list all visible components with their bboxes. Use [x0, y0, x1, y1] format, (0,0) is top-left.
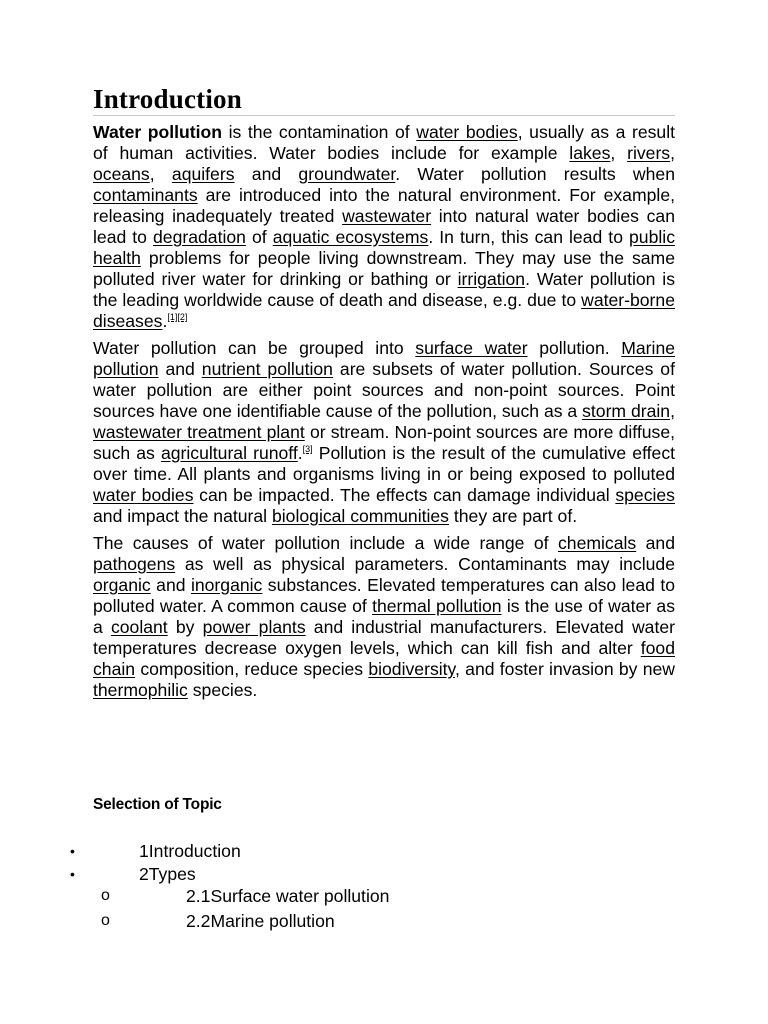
- article-body: [93, 122, 675, 701]
- link-wastewater-treatment-plant[interactable]: wastewater treatment plant: [93, 422, 305, 442]
- link-biological-communities[interactable]: biological communities: [271, 506, 449, 526]
- toc-item-label: 1Introduction: [139, 841, 241, 861]
- link-coolant[interactable]: coolant: [110, 617, 168, 637]
- link-contaminants[interactable]: contaminants: [93, 185, 198, 205]
- link-species[interactable]: species: [615, 485, 675, 505]
- paragraph-1: Water pollution is the contamination of water bodies, usually as a result of human activities. Water bodies include for example lakes, rivers, oceans, aquifers and groundwater. Water pollution results when contaminants are introduced into the natural environment. For example, releasing inadequately treated wastewater into natural water bodies can lead to degradation of aquatic ecosystems. In turn, this can lead to public health problems for people living downstream. They may use the same polluted river water for drinking or bathing or irrigation. Water pollution is the leading worldwide cause of death and disease, e.g. due to water-borne diseases.[1][2]: [93, 122, 675, 331]
- citation-ref[interactable]: [1][2]: [167, 312, 188, 323]
- toc-subitem-label: 2.1Surface water pollution: [186, 886, 390, 906]
- link-thermophilic[interactable]: thermophilic: [93, 680, 188, 700]
- paragraph-2: Water pollution can be grouped into surface water pollution. Marine pollution and nutrient pollution are subsets of water pollution. Sources of water pollution are either point sources and non-point sources. Point sources have one identifiable cause of the pollution, such as a storm drain, wastewater treatment plant or stream. Non-point sources are more diffuse, such as agricultural runoff.[3] Pollution is the result of the cumulative effect over time. All plants and organisms living in or being exposed to polluted water bodies can be impacted. The effects can damage individual species and impact the natural biological communities they are part of.: [93, 338, 676, 526]
- link-aquatic-ecosystems[interactable]: aquatic ecosystems: [272, 227, 429, 247]
- link-nutrient-pollution[interactable]: nutrient pollution: [201, 359, 333, 379]
- link-thermal-pollution[interactable]: thermal pollution: [372, 596, 502, 616]
- heading-rule: [93, 115, 675, 116]
- link-marine-pollution[interactable]: Marine pollution: [93, 338, 676, 379]
- toc-subitem-label: 2.2Marine pollution: [186, 911, 335, 931]
- page-title: Introduction: [93, 84, 242, 114]
- link-inorganic[interactable]: inorganic: [190, 575, 263, 595]
- link-water-bodies[interactable]: water bodies: [416, 122, 518, 142]
- paragraph-3: The causes of water pollution include a wide range of chemicals and pathogens as well as physical parameters. Contaminants may include organic and inorganic substances. Elevated temperatures can also lead to polluted water. A common cause of thermal pollution is the use of water as a coolant by power plants and industrial manufacturers. Elevated water temperatures decrease oxygen levels, which can kill fish and alter food chain composition, reduce species biodiversity, and foster invasion by new thermophilic species.: [93, 533, 675, 700]
- circle-bullet-icon: o: [101, 887, 110, 904]
- circle-bullet-icon: o: [101, 912, 110, 929]
- lead-term: Water pollution: [93, 122, 223, 142]
- link-oceans[interactable]: oceans: [93, 164, 150, 184]
- toc-item-label: 2Types: [139, 864, 196, 884]
- selection-heading: Selection of Topic: [93, 796, 222, 813]
- link-storm-drain[interactable]: storm drain: [582, 401, 671, 421]
- link-aquifers[interactable]: aquifers: [171, 164, 235, 184]
- link-chemicals[interactable]: chemicals: [557, 533, 637, 553]
- link-surface-water[interactable]: surface water: [415, 338, 528, 358]
- link-lakes[interactable]: lakes: [569, 143, 611, 163]
- link-public-health[interactable]: public health: [93, 227, 675, 268]
- link-biodiversity[interactable]: biodiversity: [368, 659, 456, 679]
- bullet-icon: •: [70, 866, 75, 882]
- link-food-chain[interactable]: food chain: [93, 638, 675, 679]
- link-water-borne-diseases[interactable]: water-borne diseases: [93, 290, 675, 331]
- link-degradation[interactable]: degradation: [153, 227, 246, 247]
- link-water-bodies[interactable]: water bodies: [93, 485, 194, 505]
- link-agricultural-runoff[interactable]: agricultural runoff: [160, 443, 298, 463]
- link-irrigation[interactable]: irrigation: [457, 269, 526, 289]
- link-rivers[interactable]: rivers: [627, 143, 671, 163]
- citation-ref[interactable]: [3]: [302, 444, 313, 455]
- link-pathogens[interactable]: pathogens: [93, 554, 176, 574]
- link-power-plants[interactable]: power plants: [202, 617, 306, 637]
- link-groundwater[interactable]: groundwater: [298, 164, 396, 184]
- bullet-icon: •: [70, 843, 75, 859]
- link-organic[interactable]: organic: [93, 575, 151, 595]
- link-wastewater[interactable]: wastewater: [342, 206, 432, 226]
